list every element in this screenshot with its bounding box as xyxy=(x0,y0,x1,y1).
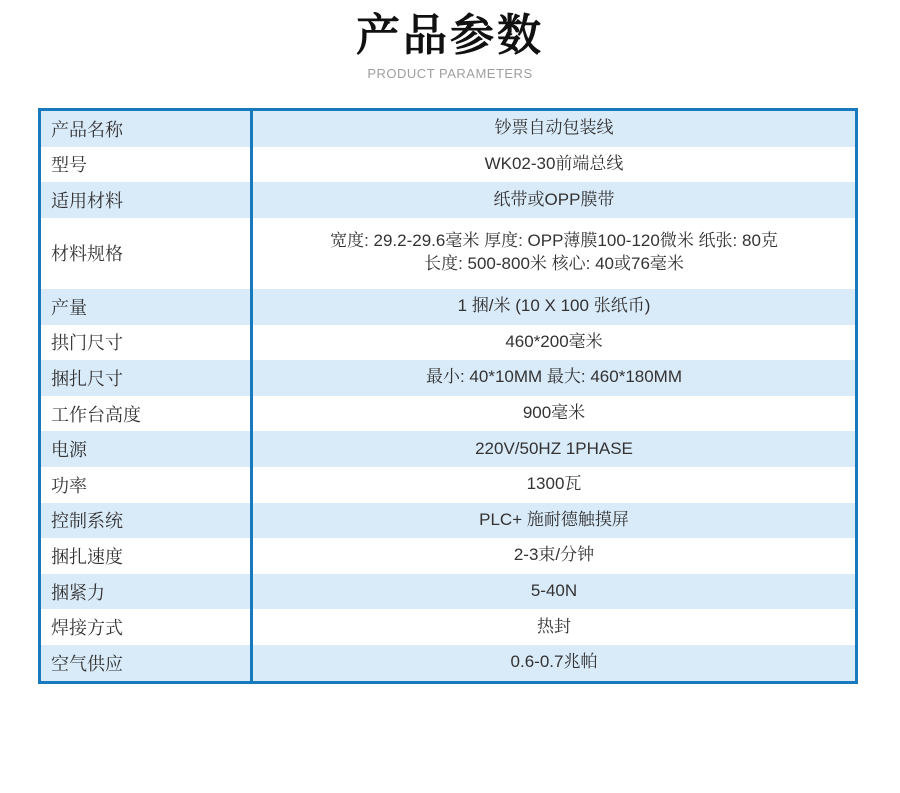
table-row xyxy=(41,538,855,574)
table-row xyxy=(41,467,855,503)
param-label: 捆紧力 xyxy=(41,574,253,610)
product-parameters-table xyxy=(38,108,858,684)
param-value: 最小: 40*10MM 最大: 460*180MM xyxy=(425,367,683,387)
table-row xyxy=(41,396,855,432)
page-header xyxy=(0,0,900,81)
table-row xyxy=(41,182,855,218)
param-value: PLC+ 施耐德触摸屏 xyxy=(479,509,629,529)
param-label: 适用材料 xyxy=(41,182,253,218)
param-label: 焊接方式 xyxy=(41,609,253,645)
param-label: 产量 xyxy=(41,289,253,325)
param-label: 电源 xyxy=(41,431,253,467)
param-value-line: 宽度: 29.2-29.6毫米 厚度: OPP薄膜100-120微米 纸张: 80克 xyxy=(330,231,778,251)
param-value: 2-3束/分钟 xyxy=(513,545,595,565)
param-value: 1300瓦 xyxy=(526,474,582,494)
param-value: 热封 xyxy=(537,616,571,636)
table-row xyxy=(41,574,855,610)
param-value: 钞票自动包装线 xyxy=(494,118,614,138)
table-row xyxy=(41,360,855,396)
param-label: 工作台高度 xyxy=(41,396,253,432)
page-subtitle: PRODUCT PARAMETERS xyxy=(367,66,533,81)
param-label: 材料规格 xyxy=(41,218,253,289)
table-row xyxy=(41,218,855,289)
param-label: 拱门尺寸 xyxy=(41,325,253,361)
param-value: 900毫米 xyxy=(522,403,586,423)
param-label: 产品名称 xyxy=(41,111,253,147)
param-value: 1 捆/米 (10 X 100 张纸币) xyxy=(457,296,651,316)
param-value xyxy=(253,218,855,289)
param-value: 5-40N xyxy=(530,581,578,601)
page-title: 产品参数 xyxy=(356,11,544,60)
param-label: 控制系统 xyxy=(41,503,253,539)
param-value: 460*200毫米 xyxy=(505,331,603,351)
param-label: 功率 xyxy=(41,467,253,503)
param-label: 捆扎尺寸 xyxy=(41,360,253,396)
table-row xyxy=(41,503,855,539)
table-row xyxy=(41,147,855,183)
param-value-line: 长度: 500-800米 核心: 40或76毫米 xyxy=(424,254,684,274)
param-value: 0.6-0.7兆帕 xyxy=(510,652,598,672)
table-row xyxy=(41,111,855,147)
table-row xyxy=(41,609,855,645)
param-label: 型号 xyxy=(41,147,253,183)
table-row xyxy=(41,325,855,361)
table-row xyxy=(41,645,855,681)
table-row xyxy=(41,289,855,325)
param-label: 捆扎速度 xyxy=(41,538,253,574)
param-label: 空气供应 xyxy=(41,645,253,681)
param-value: 纸带或OPP膜带 xyxy=(493,189,615,209)
param-value: WK02-30前端总线 xyxy=(484,153,624,173)
param-value: 220V/50HZ 1PHASE xyxy=(475,438,633,458)
table-row xyxy=(41,431,855,467)
